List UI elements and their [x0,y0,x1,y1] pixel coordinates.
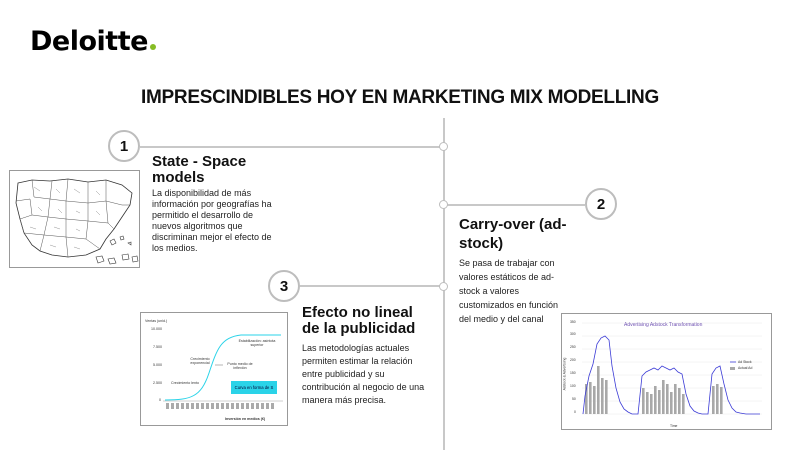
deloitte-logo: Deloitte [30,26,156,57]
adstock-y-tick: 200 [570,358,576,362]
legend-actual-ad-label: Actual Ad [738,366,753,370]
section-1-description: La disponibilidad de más información por geografías ha permitido el desarrollo de nuevos algoritmos que discriminan mejor el efecto de los medios. [152,188,272,253]
adstock-y-tick: 300 [570,332,576,336]
spain-map-icon [10,171,140,268]
step-number-3: 3 [268,270,300,302]
s-curve-x-title: Inversión en medios (€) [225,417,266,421]
section-1-title: State - Space models [152,153,247,186]
adstock-legend [730,362,736,370]
section-2-description: Se pasa de trabajar con valores estáticos de ad-stock a valores customizados en función del medio y del canal [459,258,559,324]
label-upper-asymptote: Estabilización: asíntota superior [238,339,276,347]
spain-map-image [9,170,140,268]
adstock-y-tick: 0 [574,410,576,414]
adstock-y-title: Adstock & Advertising [562,357,567,391]
adstock-chart-image [561,313,772,430]
connector-line-2 [445,204,585,206]
page-title: IMPRESCINDIBLES HOY EN MARKETING MIX MODELLING [141,87,659,108]
s-curve-y-tick: 10.000 [151,327,162,331]
s-curve-y-tick: 5.000 [153,363,162,367]
s-curve-y-tick: 2.500 [153,381,162,385]
s-curve-y-title: Ventas (unid.) [145,319,168,323]
adstock-chart-plot [562,314,772,430]
adstock-chart-title: Advertising Adstock Transformation [624,322,703,328]
step-number-1: 1 [108,130,140,162]
adstock-x-title: Time [670,424,678,428]
s-curve-plot [141,313,288,426]
actual-ad-bars [585,366,723,414]
step-number-2: 2 [585,188,617,220]
label-inflection-point: Punto medio de inflexión [227,362,253,370]
adstock-y-tick: 50 [572,397,576,401]
section-3-title: Efecto no lineal de la publicidad [302,304,416,337]
s-curve-box-label: Curva en forma de S [231,381,277,394]
adstock-y-tick: 250 [570,345,576,349]
adstock-y-tick: 350 [570,320,576,324]
section-3-description: Las metodologías actuales permiten estimar la relación entre publicidad y su contribución al negocio de una manera más precisa. [302,343,425,405]
s-curve-y-tick: 0 [159,398,161,402]
timeline-node-3 [439,282,448,291]
connector-line-1 [140,146,443,148]
adstock-y-tick: 100 [570,384,576,388]
label-slow-growth: Crecimiento lento [171,381,199,385]
timeline-node-2 [439,200,448,209]
connector-line-3 [300,285,443,287]
adstock-y-tick: 150 [570,371,576,375]
timeline-node-1 [439,142,448,151]
s-curve-y-tick: 7.500 [153,345,162,349]
s-curve-chart-image [140,312,288,426]
label-exponential-growth: Crecimiento exponencial [190,357,210,365]
logo-green-dot [150,44,156,50]
section-2-title: Carry-over (ad-stock) [459,216,567,252]
legend-adstock-label: Ad Stock [738,360,752,364]
